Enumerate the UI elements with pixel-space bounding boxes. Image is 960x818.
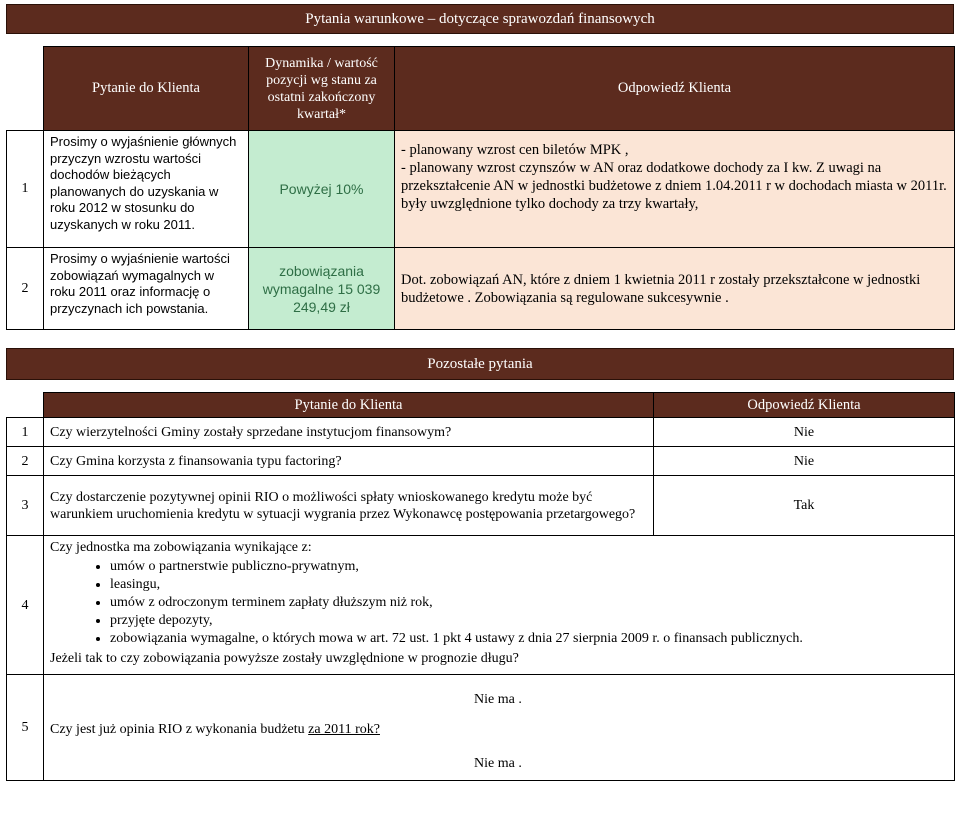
question-text: Prosimy o wyjaśnienie wartości zobowiązań wymagalnych w roku 2011 oraz informację o przyczynach ich powstania. — [44, 248, 249, 330]
table-row — [7, 447, 955, 476]
answer-cell — [395, 131, 955, 248]
table-row — [7, 131, 955, 248]
answer-value: Nie — [654, 447, 955, 476]
list-item: • przyjęte depozyty, — [110, 612, 948, 630]
question-text: Czy wierzytelności Gminy zostały sprzedane instytucjom finansowym? — [44, 418, 654, 447]
table-row — [7, 248, 955, 330]
section2-title: Pozostałe pytania — [427, 356, 533, 372]
question-header: Pytanie do Klienta — [44, 393, 654, 418]
list-item: • leasingu, — [110, 576, 948, 594]
section1-title-bar — [6, 4, 954, 34]
list-item: • umów z odroczonym terminem zapłaty dłuższym niż rok, — [110, 594, 948, 612]
question-text: Czy Gmina korzysta z finansowania typu factoring? — [44, 447, 654, 476]
answer-line: - planowany wzrost cen biletów MPK , — [401, 142, 629, 158]
question-text: Czy dostarczenie pozytywnej opinii RIO o możliwości spłaty wnioskowanego kredytu może być warunkiem uruchomienia kredytu w sytuacji wygrania przez Wykonawcę postępowania przetargowego? — [44, 476, 654, 536]
row-number: 5 — [7, 675, 44, 781]
answer-value: Nie ma . — [474, 692, 522, 707]
answer-line: Dot. zobowiązań AN, które z dniem 1 kwietnia 2011 r zostały przekształcone w jednostki budżetowe . Zobowiązania są regulowane sukcesywnie . — [401, 271, 921, 306]
list-item: • umów o partnerstwie publiczno-prywatnym, — [110, 558, 948, 576]
answer-cell — [395, 248, 955, 330]
table-row — [7, 476, 955, 536]
question-text — [50, 721, 380, 738]
question-intro: Czy jednostka ma zobowiązania wynikające z: — [50, 540, 312, 555]
dynamics-header: Dynamika / wartość pozycji wg stanu za ostatni zakończony kwartał* — [249, 47, 395, 131]
row-number: 1 — [7, 131, 44, 248]
table-header-row — [7, 393, 955, 418]
dynamics-value: Powyżej 10% — [249, 131, 395, 248]
table-row — [7, 536, 955, 675]
answer-value: Tak — [654, 476, 955, 536]
question-outro: Jeżeli tak to czy zobowiązania powyższe zostały uwzględnione w prognozie długu? — [50, 651, 519, 666]
question-text: Prosimy o wyjaśnienie głównych przyczyn wzrostu wartości dochodów bieżących planowanych do uzyskania w roku 2012 w stosunku do uzyskanych w roku 2011. — [44, 131, 249, 248]
row-number: 2 — [7, 248, 44, 330]
conditional-questions-table — [6, 46, 955, 330]
question-text — [44, 536, 955, 675]
section2-title-bar — [6, 348, 954, 380]
blank-header-cell — [7, 47, 44, 131]
other-questions-table — [6, 392, 955, 781]
table-row — [7, 418, 955, 447]
list-item: • zobowiązania wymagalne, o których mowa w art. 72 ust. 1 pkt 4 ustawy z dnia 27 sierpnia 2009 r. o finansach publicznych. — [110, 630, 948, 648]
answer-value: Nie ma . — [474, 756, 522, 771]
section1-title: Pytania warunkowe – dotyczące sprawozdań finansowych — [305, 11, 655, 27]
row-number: 4 — [7, 536, 44, 675]
question-text-plain: Czy jest już opinia RIO z wykonania budżetu — [50, 722, 309, 737]
dynamics-value: zobowiązania wymagalne 15 039 249,49 zł — [249, 248, 395, 330]
row-number: 2 — [7, 447, 44, 476]
blank-header-cell — [7, 393, 44, 418]
answer-header: Odpowiedź Klienta — [654, 393, 955, 418]
question-cell — [44, 675, 955, 781]
answer-line: - planowany wzrost czynszów w AN oraz dodatkowe dochody za I kw. Z uwagi na przekształcenie AN w jednostki budżetowe z dniem 1.04.2011 r w dochodach miasta w 2011r. były uwzględnione tylko dochody za trzy kwartały, — [401, 160, 947, 212]
row-number: 3 — [7, 476, 44, 536]
question-text-underlined: za 2011 rok? — [308, 722, 380, 737]
table-row — [7, 675, 955, 781]
table-header-row — [7, 47, 955, 131]
answer-header: Odpowiedź Klienta — [395, 47, 955, 131]
liability-list — [50, 558, 948, 648]
row-number: 1 — [7, 418, 44, 447]
answer-value: Nie — [654, 418, 955, 447]
question-header: Pytanie do Klienta — [44, 47, 249, 131]
